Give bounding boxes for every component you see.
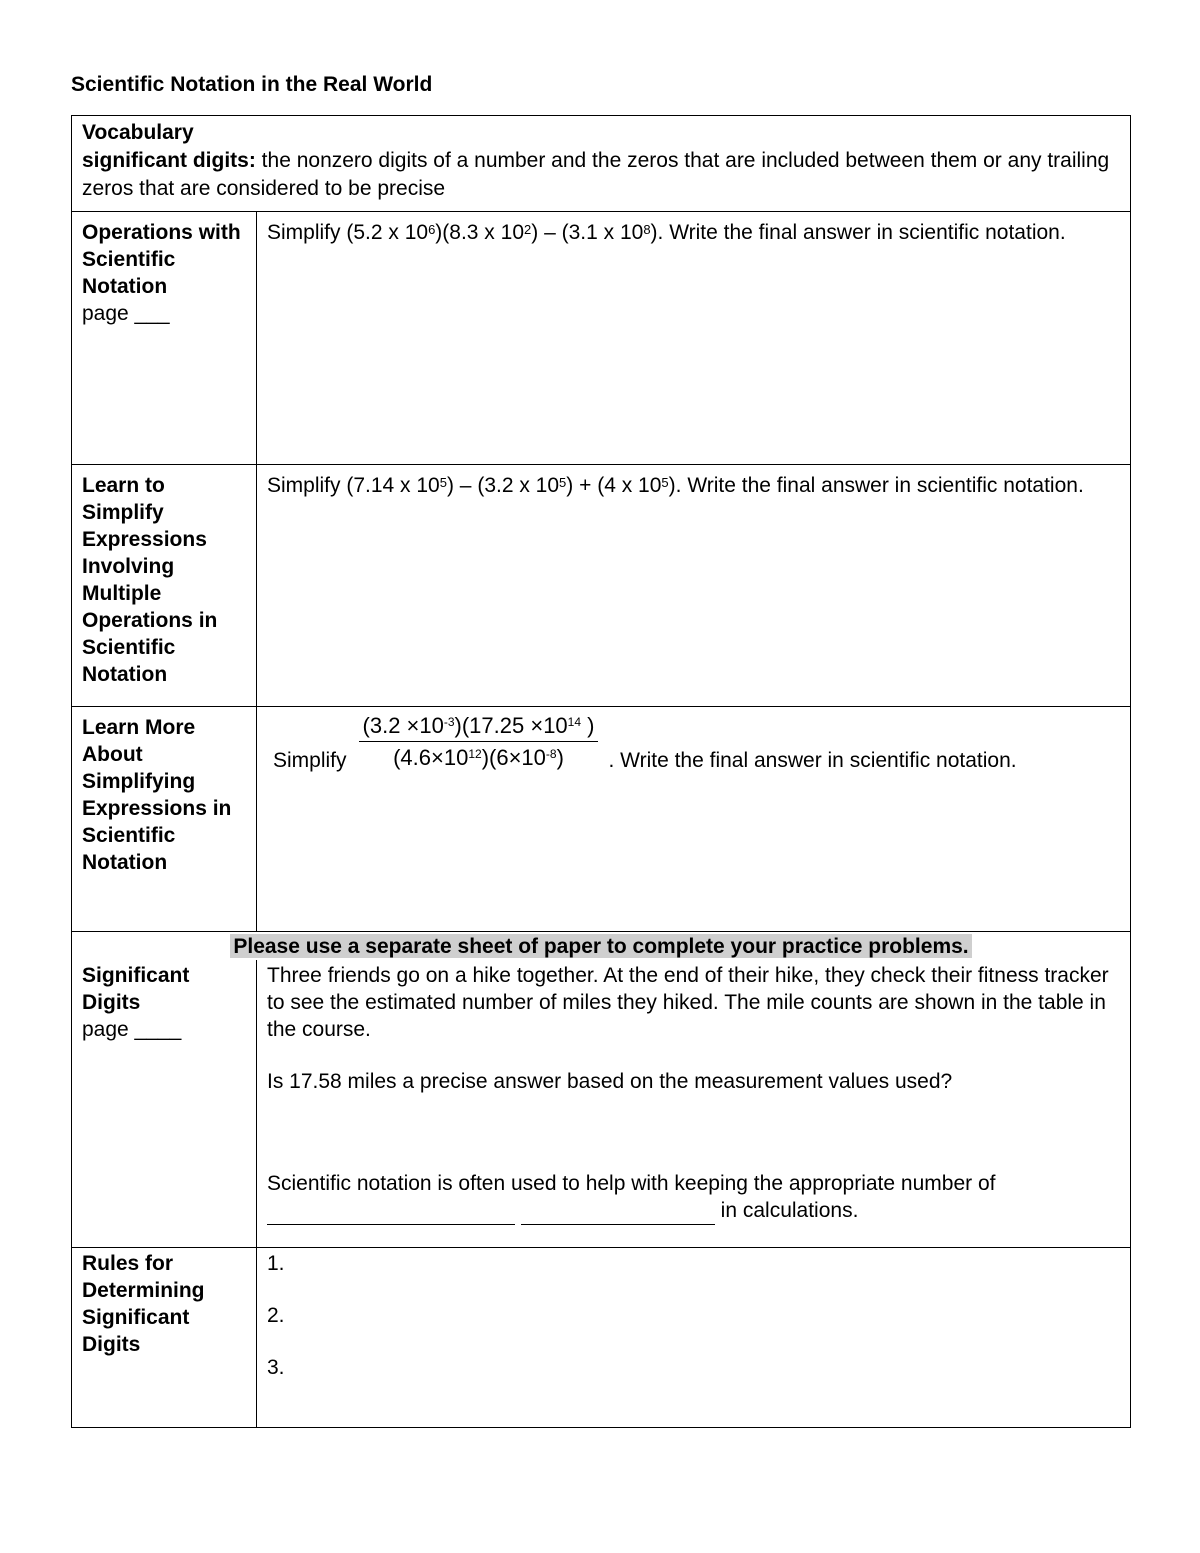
multiple-ops-row (72, 464, 1130, 706)
blank-line-2[interactable] (521, 1197, 715, 1225)
fill-in-line: in calculations. (267, 1197, 1120, 1225)
rules-row (72, 1247, 1130, 1427)
simplify-word: Simplify (273, 749, 347, 772)
blank-line-1[interactable] (267, 1197, 515, 1225)
rule-item: 2. (267, 1304, 285, 1327)
operations-page-label: page ___ (82, 302, 170, 325)
vocabulary-definition-text: the nonzero digits of a number and the zeros that are included between them or any trailing zeros that are considered to be precise (82, 149, 1110, 200)
rule-item: 1. (267, 1252, 285, 1275)
notice-row (72, 931, 1130, 960)
precision-question: Is 17.58 miles a precise answer based on the measurement values used? (267, 1070, 953, 1093)
fraction (359, 712, 599, 771)
operations-prompt: Simplify (5.2 x $10^6)(8.3$ x $10^2) - (3.1$ x $10^8$). Write the final answer in scientific notation. (267, 221, 1066, 244)
page-title: Scientific Notation in the Real World (71, 73, 433, 96)
operations-row (72, 211, 1130, 464)
operations-label: Operations with Scientific Notation (82, 221, 241, 298)
vocabulary-term: significant digits: (82, 149, 256, 172)
rules-label: Rules for Determining Significant Digits (82, 1252, 205, 1356)
scientific-statement: Scientific notation is often used to help with keeping the appropriate number of (267, 1172, 996, 1195)
vocabulary-definition (82, 147, 1120, 203)
sig-digits-row (72, 960, 1130, 1247)
vocabulary-row (72, 116, 1130, 211)
more-simplify-label: Learn More About Simplifying Expressions in Scientific Notation (82, 716, 232, 874)
multiple-ops-label: Learn to Simplify Expressions Involving Multiple Operations in Scientific Notation (82, 474, 218, 686)
fraction-denominator: $(4.6\times 10^{12})(6\times 10^{-8})$ (393, 745, 564, 770)
notes-table (71, 115, 1131, 1428)
vocabulary-heading: Vocabulary (82, 121, 194, 144)
more-simplify-row (72, 706, 1130, 931)
sig-digits-page-label: page ____ (82, 1018, 182, 1041)
multiple-ops-prompt: Simplify (7.14 x $10^5) - (3.2$ x $10^5) + (4$ x $10^5$). Write the final answer in scientific notation. (267, 474, 1084, 497)
fraction-suffix: . Write the final answer in scientific notation. (608, 749, 1017, 772)
hike-paragraph: Three friends go on a hike together. At the end of their hike, they check their fitness tracker to see the estimated number of miles they hiked. The mile counts are shown in the table in the course. (267, 964, 1109, 1041)
practice-notice: Please use a separate sheet of paper to complete your practice problems. (230, 934, 971, 958)
fraction-expression (267, 709, 1120, 774)
sig-digits-label: Significant Digits (82, 964, 190, 1014)
rule-item: 3. (267, 1356, 285, 1379)
fraction-numerator: $(3.2 \times 10^{-3})(17.25 \times 10^{14}$ ) (359, 712, 599, 742)
